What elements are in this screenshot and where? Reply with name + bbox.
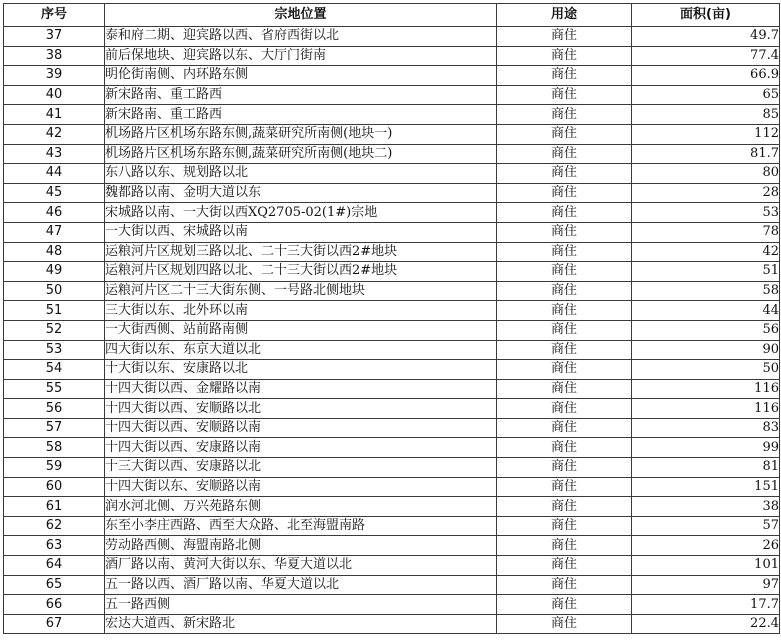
cell-no: 47 xyxy=(4,222,105,242)
cell-use: 商住 xyxy=(497,27,632,47)
table-row xyxy=(4,124,780,144)
cell-no: 51 xyxy=(4,301,105,321)
cell-area: 81.7 xyxy=(632,144,780,164)
cell-location: 一大街西侧、站前路南侧 xyxy=(105,320,497,340)
cell-location: 魏都路以南、金明大道以东 xyxy=(105,183,497,203)
cell-use: 商住 xyxy=(497,301,632,321)
cell-use: 商住 xyxy=(497,360,632,380)
cell-no: 46 xyxy=(4,203,105,223)
cell-use: 商住 xyxy=(497,379,632,399)
cell-no: 38 xyxy=(4,46,105,66)
cell-no: 55 xyxy=(4,379,105,399)
cell-use: 商住 xyxy=(497,124,632,144)
cell-location: 东八路以东、规划路以北 xyxy=(105,164,497,184)
cell-location: 五一路西侧 xyxy=(105,595,497,615)
cell-area: 44 xyxy=(632,301,780,321)
cell-use: 商住 xyxy=(497,477,632,497)
cell-use: 商住 xyxy=(497,497,632,517)
table-header-row xyxy=(4,4,780,27)
cell-location: 十四大街以西、安康路以南 xyxy=(105,438,497,458)
cell-no: 44 xyxy=(4,164,105,184)
cell-area: 97 xyxy=(632,575,780,595)
table-row xyxy=(4,105,780,125)
cell-no: 63 xyxy=(4,536,105,556)
cell-use: 商住 xyxy=(497,144,632,164)
cell-no: 66 xyxy=(4,595,105,615)
cell-area: 116 xyxy=(632,379,780,399)
cell-no: 54 xyxy=(4,360,105,380)
cell-use: 商住 xyxy=(497,516,632,536)
cell-location: 一大街以西、宋城路以南 xyxy=(105,222,497,242)
cell-area: 28 xyxy=(632,183,780,203)
cell-area: 81 xyxy=(632,458,780,478)
cell-no: 45 xyxy=(4,183,105,203)
table-row xyxy=(4,595,780,615)
cell-area: 77.4 xyxy=(632,46,780,66)
cell-area: 17.7 xyxy=(632,595,780,615)
cell-area: 42 xyxy=(632,242,780,262)
table-row xyxy=(4,458,780,478)
cell-no: 65 xyxy=(4,575,105,595)
table-row xyxy=(4,438,780,458)
cell-use: 商住 xyxy=(497,575,632,595)
cell-location: 劳动路西侧、海盟南路北侧 xyxy=(105,536,497,556)
cell-use: 商住 xyxy=(497,66,632,86)
cell-area: 22.4 xyxy=(632,614,780,634)
cell-location: 四大街以东、东京大道以北 xyxy=(105,340,497,360)
cell-no: 37 xyxy=(4,27,105,47)
land-parcel-table xyxy=(3,3,780,634)
cell-use: 商住 xyxy=(497,340,632,360)
cell-area: 83 xyxy=(632,418,780,438)
cell-no: 62 xyxy=(4,516,105,536)
cell-area: 66.9 xyxy=(632,66,780,86)
cell-location: 机场路片区机场东路东侧,蔬菜研究所南侧(地块二) xyxy=(105,144,497,164)
cell-area: 90 xyxy=(632,340,780,360)
table-row xyxy=(4,360,780,380)
cell-location: 宏达大道西、新宋路北 xyxy=(105,614,497,634)
table-row xyxy=(4,144,780,164)
cell-no: 58 xyxy=(4,438,105,458)
table-row xyxy=(4,399,780,419)
cell-use: 商住 xyxy=(497,320,632,340)
cell-location: 新宋路南、重工路西 xyxy=(105,85,497,105)
cell-area: 57 xyxy=(632,516,780,536)
table-row xyxy=(4,614,780,634)
cell-no: 40 xyxy=(4,85,105,105)
table-row xyxy=(4,340,780,360)
cell-area: 85 xyxy=(632,105,780,125)
cell-no: 42 xyxy=(4,124,105,144)
cell-location: 前后保地块、迎宾路以东、大厅门街南 xyxy=(105,46,497,66)
cell-location: 明伦街南侧、内环路东侧 xyxy=(105,66,497,86)
cell-location: 泰和府二期、迎宾路以西、省府西街以北 xyxy=(105,27,497,47)
table-row xyxy=(4,516,780,536)
cell-location: 酒厂路以南、黄河大街以东、华夏大道以北 xyxy=(105,556,497,576)
cell-use: 商住 xyxy=(497,614,632,634)
cell-location: 润水河北侧、万兴苑路东侧 xyxy=(105,497,497,517)
header-area: 面积(亩) xyxy=(632,4,780,27)
cell-no: 53 xyxy=(4,340,105,360)
cell-area: 26 xyxy=(632,536,780,556)
table-row xyxy=(4,164,780,184)
cell-use: 商住 xyxy=(497,46,632,66)
cell-use: 商住 xyxy=(497,85,632,105)
cell-no: 52 xyxy=(4,320,105,340)
table-row xyxy=(4,301,780,321)
cell-no: 59 xyxy=(4,458,105,478)
table-row xyxy=(4,497,780,517)
cell-use: 商住 xyxy=(497,399,632,419)
cell-use: 商住 xyxy=(497,536,632,556)
cell-location: 十四大街以西、金耀路以南 xyxy=(105,379,497,399)
cell-area: 58 xyxy=(632,281,780,301)
table-row xyxy=(4,320,780,340)
cell-no: 39 xyxy=(4,66,105,86)
cell-area: 65 xyxy=(632,85,780,105)
cell-area: 49.7 xyxy=(632,27,780,47)
cell-no: 60 xyxy=(4,477,105,497)
cell-no: 43 xyxy=(4,144,105,164)
table-row xyxy=(4,262,780,282)
cell-location: 运粮河片区二十三大街东侧、一号路北侧地块 xyxy=(105,281,497,301)
cell-no: 49 xyxy=(4,262,105,282)
cell-use: 商住 xyxy=(497,203,632,223)
cell-location: 十四大街以西、安顺路以北 xyxy=(105,399,497,419)
cell-use: 商住 xyxy=(497,458,632,478)
header-use: 用途 xyxy=(497,4,632,27)
cell-use: 商住 xyxy=(497,222,632,242)
cell-no: 41 xyxy=(4,105,105,125)
cell-location: 十大街以东、安康路以北 xyxy=(105,360,497,380)
cell-area: 38 xyxy=(632,497,780,517)
table-row xyxy=(4,575,780,595)
cell-area: 80 xyxy=(632,164,780,184)
cell-use: 商住 xyxy=(497,105,632,125)
cell-use: 商住 xyxy=(497,595,632,615)
cell-no: 48 xyxy=(4,242,105,262)
cell-location: 运粮河片区规划三路以北、二十三大街以西2#地块 xyxy=(105,242,497,262)
cell-location: 五一路以西、酒厂路以南、华夏大道以北 xyxy=(105,575,497,595)
cell-location: 十四大街以西、安顺路以南 xyxy=(105,418,497,438)
table-row xyxy=(4,536,780,556)
cell-no: 64 xyxy=(4,556,105,576)
cell-use: 商住 xyxy=(497,242,632,262)
cell-use: 商住 xyxy=(497,262,632,282)
cell-use: 商住 xyxy=(497,183,632,203)
cell-location: 东至小李庄西路、西至大众路、北至海盟南路 xyxy=(105,516,497,536)
table-row xyxy=(4,379,780,399)
cell-use: 商住 xyxy=(497,556,632,576)
table-row xyxy=(4,183,780,203)
cell-area: 101 xyxy=(632,556,780,576)
table-row xyxy=(4,66,780,86)
table-row xyxy=(4,556,780,576)
cell-area: 50 xyxy=(632,360,780,380)
cell-no: 50 xyxy=(4,281,105,301)
table-body xyxy=(4,27,780,634)
cell-no: 67 xyxy=(4,614,105,634)
cell-area: 116 xyxy=(632,399,780,419)
cell-no: 61 xyxy=(4,497,105,517)
cell-location: 新宋路南、重工路西 xyxy=(105,105,497,125)
cell-location: 三大街以东、北外环以南 xyxy=(105,301,497,321)
cell-no: 56 xyxy=(4,399,105,419)
header-no: 序号 xyxy=(4,4,105,27)
cell-location: 机场路片区机场东路东侧,蔬菜研究所南侧(地块一) xyxy=(105,124,497,144)
cell-area: 51 xyxy=(632,262,780,282)
cell-use: 商住 xyxy=(497,164,632,184)
table-row xyxy=(4,27,780,47)
table-row xyxy=(4,477,780,497)
cell-area: 53 xyxy=(632,203,780,223)
cell-location: 十三大街以西、安康路以北 xyxy=(105,458,497,478)
cell-no: 57 xyxy=(4,418,105,438)
cell-area: 99 xyxy=(632,438,780,458)
table-row xyxy=(4,222,780,242)
table-row xyxy=(4,418,780,438)
cell-location: 宋城路以南、一大街以西XQ2705-02(1#)宗地 xyxy=(105,203,497,223)
cell-location: 十四大街以东、安顺路以南 xyxy=(105,477,497,497)
table-row xyxy=(4,281,780,301)
cell-use: 商住 xyxy=(497,438,632,458)
cell-area: 56 xyxy=(632,320,780,340)
cell-area: 78 xyxy=(632,222,780,242)
cell-location: 运粮河片区规划四路以北、二十三大街以西2#地块 xyxy=(105,262,497,282)
table-row xyxy=(4,85,780,105)
cell-use: 商住 xyxy=(497,281,632,301)
header-location: 宗地位置 xyxy=(105,4,497,27)
cell-area: 112 xyxy=(632,124,780,144)
table-row xyxy=(4,242,780,262)
table-row xyxy=(4,46,780,66)
cell-area: 151 xyxy=(632,477,780,497)
cell-use: 商住 xyxy=(497,418,632,438)
table-row xyxy=(4,203,780,223)
